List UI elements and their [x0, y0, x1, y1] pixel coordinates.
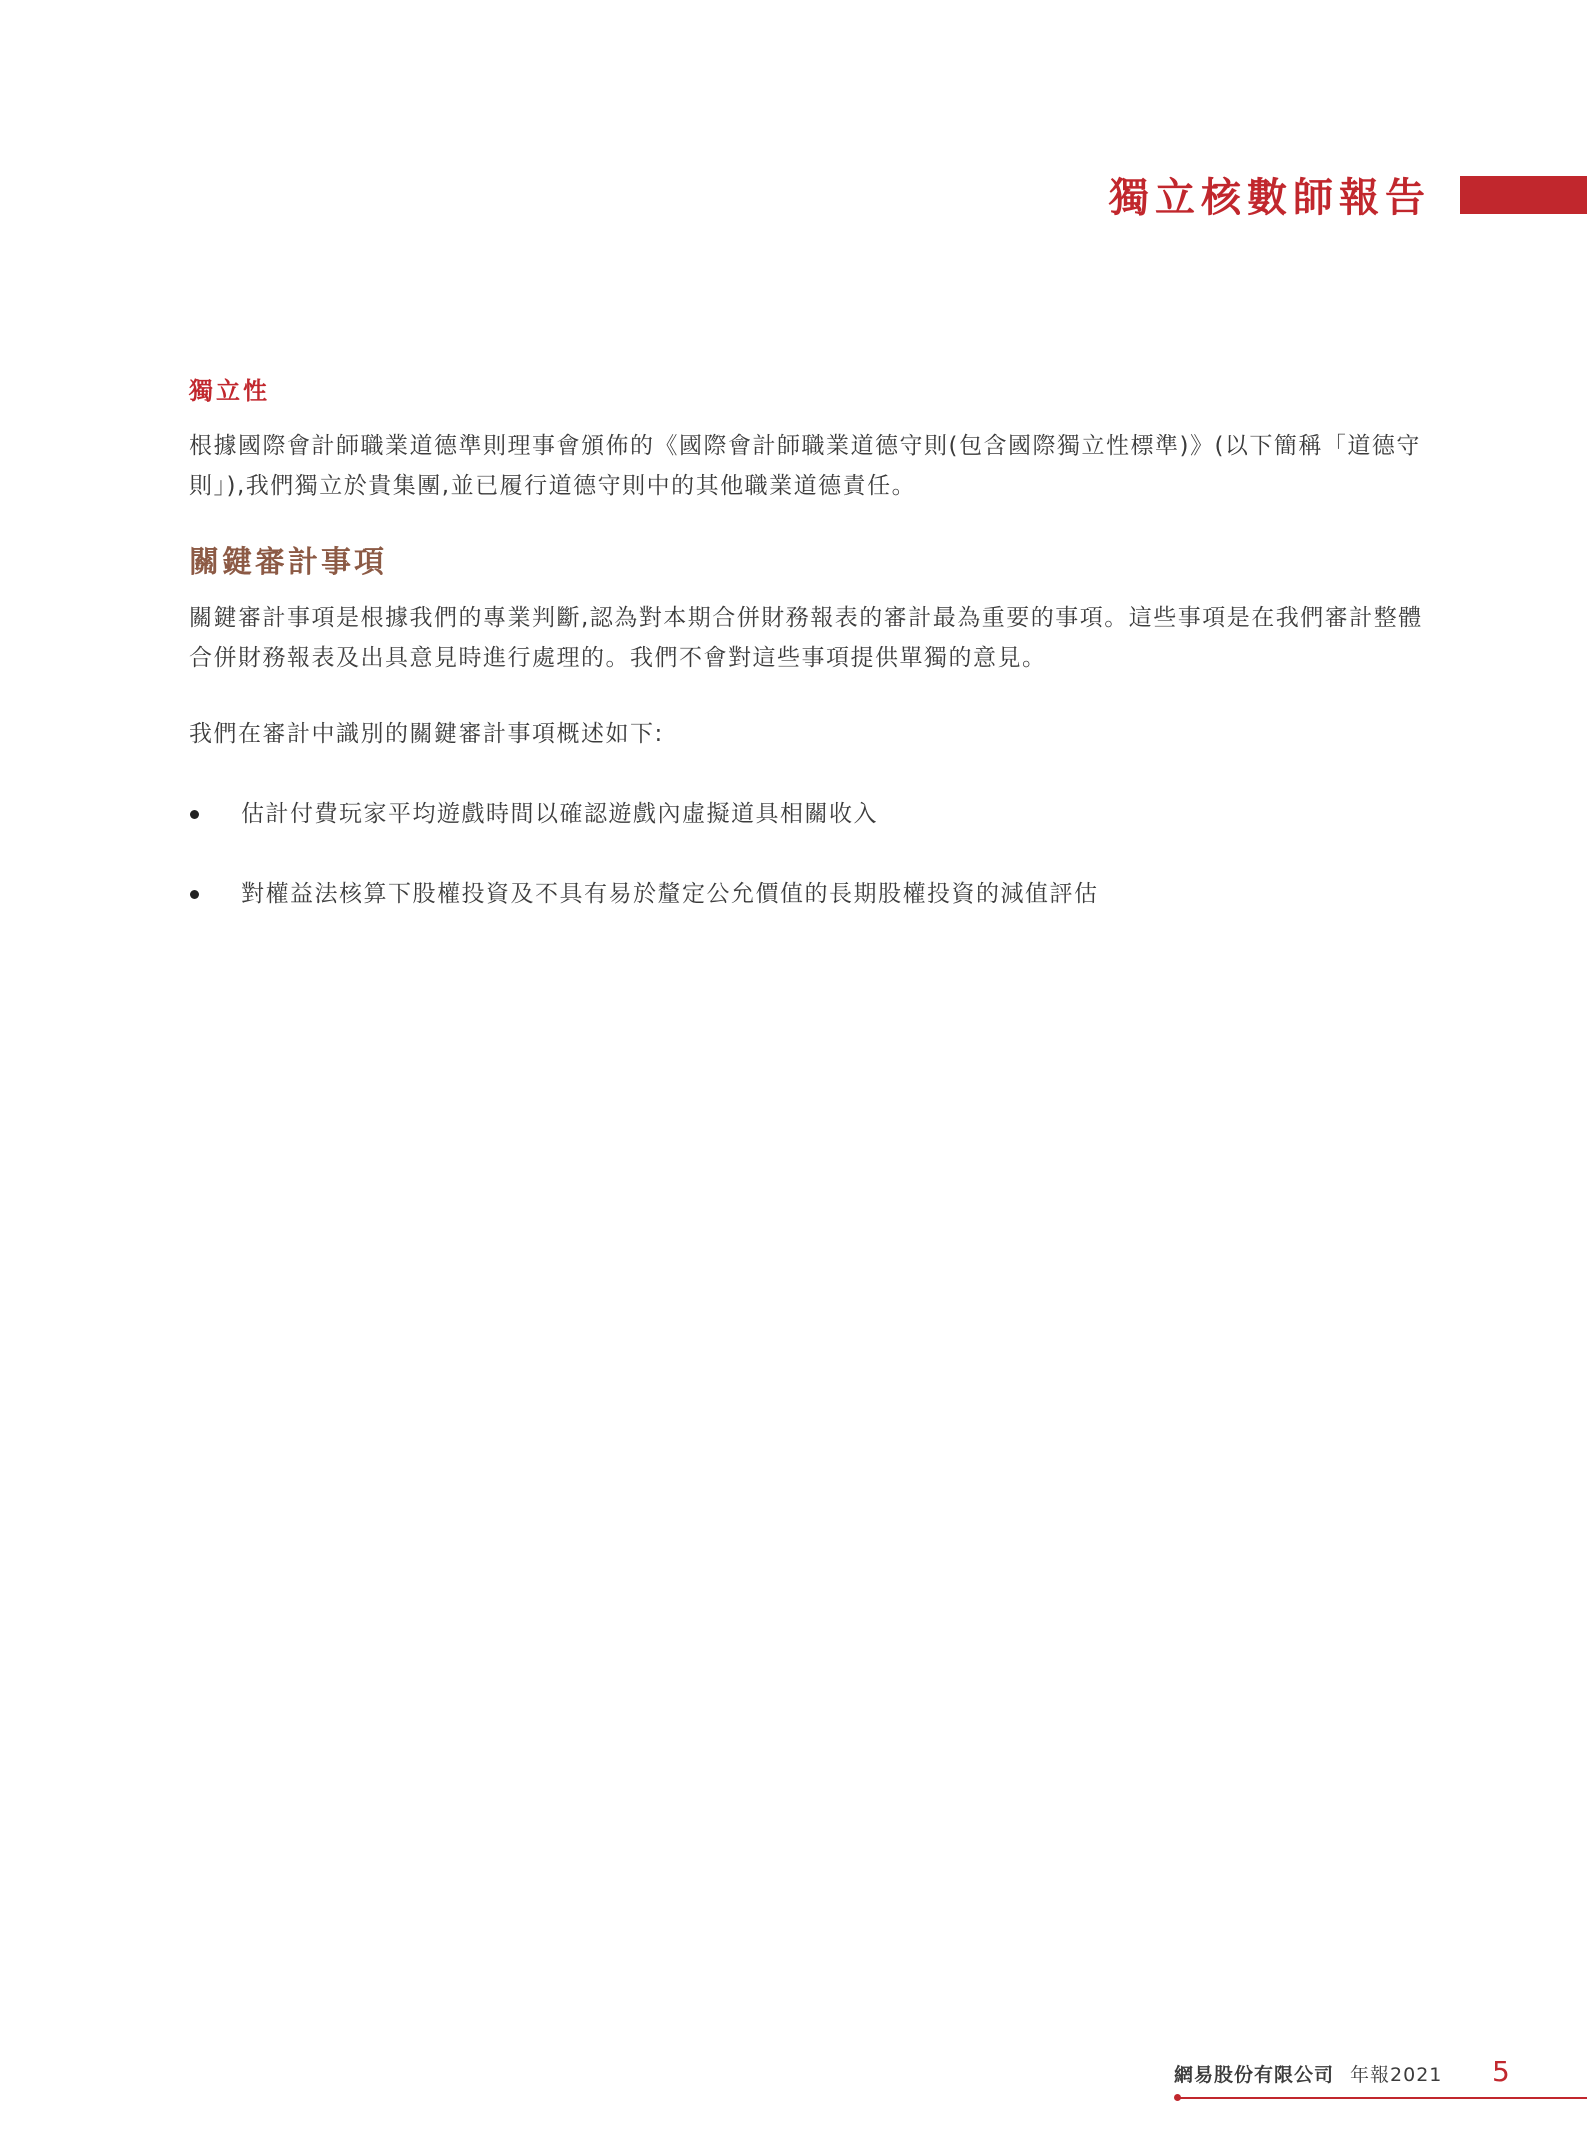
page-title: 獨立核數師報告: [1109, 175, 1431, 221]
key-audit-matters-intro: 我們在審計中識別的關鍵審計事項概述如下:: [189, 721, 664, 747]
list-item-text: 估計付費玩家平均遊戲時間以確認遊戲內虛擬道具相關收入: [241, 801, 878, 827]
header-accent-bar: [1460, 176, 1587, 214]
footer: [1174, 2062, 1442, 2088]
footer-rule: [1178, 2097, 1587, 2099]
independence-paragraph: 根據國際會計師職業道德準則理事會頒佈的《國際會計師職業道德守則(包含國際獨立性標準)》(以下簡稱「道德守則」),我們獨立於貴集團,並已履行道德守則中的其他職業道德責任。: [189, 433, 1421, 499]
bullet-icon: [190, 890, 199, 899]
independence-heading: 獨立性: [189, 377, 270, 405]
bullet-icon: [190, 810, 199, 819]
key-audit-matters-paragraph: 關鍵審計事項是根據我們的專業判斷,認為對本期合併財務報表的審計最為重要的事項。這些事項是在我們審計整體合併財務報表及出具意見時進行處理的。我們不會對這些事項提供單獨的意見。: [189, 605, 1423, 671]
footer-company: 網易股份有限公司: [1174, 2064, 1335, 2086]
list-item: [189, 794, 1435, 834]
page-number: 5: [1492, 2055, 1510, 2088]
list-item-text: 對權益法核算下股權投資及不具有易於釐定公允價值的長期股權投資的減值評估: [241, 881, 1099, 907]
footer-report-label: 年報2021: [1350, 2064, 1443, 2086]
main-content: [189, 370, 1435, 954]
list-item: [189, 874, 1435, 914]
key-audit-matters-list: [189, 794, 1435, 914]
key-audit-matters-heading: 關鍵審計事項: [189, 545, 387, 580]
